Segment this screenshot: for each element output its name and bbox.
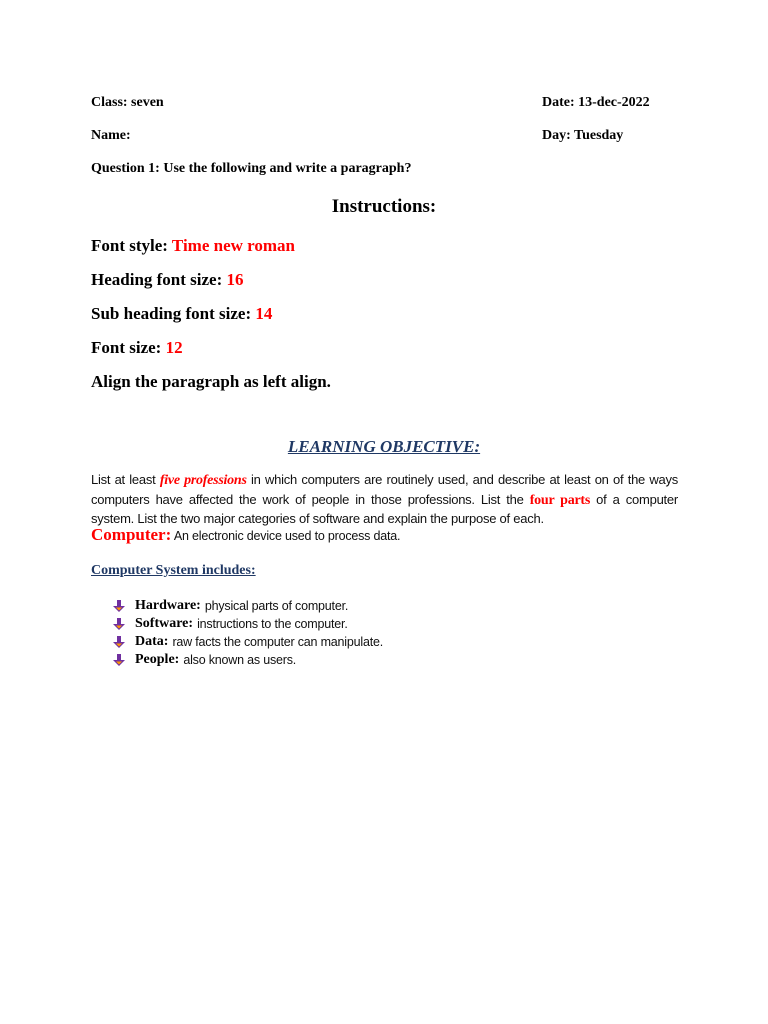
heading-size-label: Heading font size: (91, 270, 223, 289)
computer-label: Computer: (91, 525, 172, 544)
lo-emph-five-professions: five professions (159, 473, 247, 488)
lo-text-3: of a computer system. List the two major categories of software and explain the purpose of each. (91, 491, 678, 526)
subheading-size-line (91, 304, 272, 324)
computer-system-list (112, 597, 383, 669)
font-size-value: 12 (165, 338, 183, 357)
item-term: Hardware: (135, 598, 201, 613)
font-style-line (91, 236, 295, 256)
item-term: People: (135, 652, 180, 667)
list-item (112, 651, 383, 669)
arrow-down-bullet-icon (112, 599, 126, 613)
arrow-down-bullet-icon (112, 617, 126, 631)
lo-emph-four-parts: four parts (529, 492, 591, 508)
item-text: also known as users. (183, 653, 297, 667)
align-instruction: Align the paragraph as left align. (91, 372, 331, 391)
heading-size-value: 16 (226, 270, 244, 289)
arrow-down-bullet-icon (112, 635, 126, 649)
item-text: physical parts of computer. (204, 599, 349, 613)
font-size-label: Font size: (91, 338, 162, 357)
lo-text-1: List at least (91, 472, 160, 487)
list-item (112, 615, 383, 633)
computer-system-title: Computer System includes: (91, 563, 256, 578)
learning-objective-title: LEARNING OBJECTIVE: (287, 437, 481, 456)
font-size-line (91, 338, 183, 358)
item-term: Data: (135, 634, 169, 649)
list-item (112, 597, 383, 615)
computer-definition: An electronic device used to process data. (171, 529, 401, 543)
font-style-label: Font style: (91, 236, 168, 255)
list-item (112, 633, 383, 651)
date-label: Date: 13-dec-2022 (542, 95, 650, 110)
font-style-value: Time new roman (171, 236, 296, 255)
lo-text-2: in which computers are routinely used, and describe at least on of the ways computers have affected the work of people in those professions. List the (91, 472, 678, 507)
computer-definition-line (91, 525, 400, 545)
subheading-size-label: Sub heading font size: (91, 304, 252, 323)
name-label: Name: (91, 128, 131, 143)
learning-objective-paragraph (91, 471, 678, 529)
class-label: Class: seven (91, 95, 164, 110)
day-label: Day: Tuesday (542, 128, 624, 143)
question-text: Question 1: Use the following and write a paragraph? (91, 161, 412, 176)
heading-size-line (91, 270, 244, 290)
item-text: raw facts the computer can manipulate. (172, 635, 384, 649)
arrow-down-bullet-icon (112, 653, 126, 667)
item-term: Software: (135, 616, 194, 631)
subheading-size-value: 14 (255, 304, 273, 323)
item-text: instructions to the computer. (197, 617, 348, 631)
instructions-title: Instructions: (331, 196, 437, 217)
